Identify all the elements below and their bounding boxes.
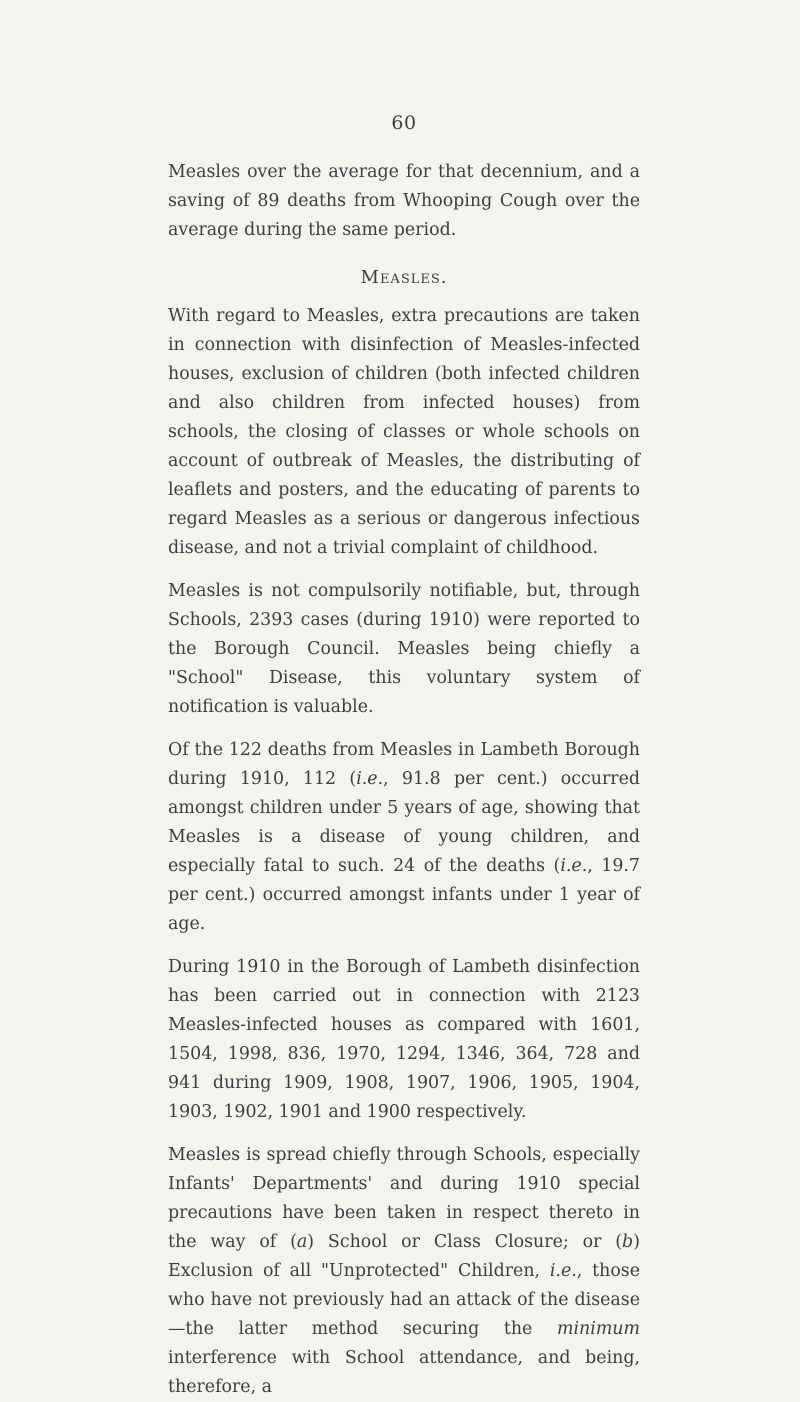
paragraph-disinfection: During 1910 in the Borough of Lambeth disinfection has been carried out in connection with 2123 Measles-infected houses as compared with 1601, 1504, 1998, 836, 1970, 1294, 1346, 364, 728 and 941 during 1909, 1908, 1907, 1906, 1905, 1904, 1903, 1902, 1901 and 1900 respectively. — [168, 957, 640, 1122]
word-minimum: minimum — [557, 1319, 640, 1339]
paragraph-schools-part-c: ) Exclusion of all "Unprotected" Children, — [168, 1232, 640, 1281]
paragraph-deaths-part-a: Of the 122 deaths from Measles in Lambeth Borough during 1910, 112 ( — [168, 740, 640, 789]
abbrev-ie-3: i.e. — [549, 1261, 577, 1281]
letter-a: a — [296, 1232, 308, 1252]
paragraph-schools — [168, 1141, 640, 1402]
paragraph-schools-part-e: interference with School attendance, and being, therefore, a — [168, 1348, 640, 1397]
abbrev-ie-2: i.e. — [560, 856, 588, 876]
letter-b: b — [622, 1232, 634, 1252]
paragraph-continuation: Measles over the average for that decennium, and a saving of 89 deaths from Whooping Cough over the average during the same period. — [168, 162, 640, 240]
document-page — [168, 112, 640, 1402]
abbrev-ie-1: i.e. — [356, 769, 384, 789]
page-number: 60 — [391, 112, 417, 134]
paragraph-deaths — [168, 736, 640, 939]
paragraph-deaths-part-c: , 19.7 per cent.) occurred amongst infants under 1 year of age. — [168, 856, 640, 934]
paragraph-schools-part-d: , those who have not previously had an attack of the disease—the latter method securing the — [168, 1261, 641, 1339]
paragraph-notification: Measles is not compulsorily notifiable, but, through Schools, 2393 cases (during 1910) were reported to the Borough Council. Measles being chiefly a "School" Disease, this voluntary system of notification is valuable. — [168, 581, 640, 717]
paragraph-schools-part-b: ) School or Class Closure; or ( — [307, 1232, 623, 1252]
paragraph-schools-part-a: Measles is spread chiefly through Schools, especially Infants' Departments' and during 1910 special precautions have been taken in respect thereto in the way of ( — [168, 1145, 640, 1252]
section-heading: Measles. — [360, 267, 448, 288]
paragraph-precautions: With regard to Measles, extra precautions are taken in connection with disinfection of Measles-infected houses, exclusion of children (both infected children and also children from infected houses) from schools, the closing of classes or whole schools on account of outbreak of Measles, the distributing of leaflets and posters, and the educating of parents to regard Measles as a serious or dangerous infectious disease, and not a trivial complaint of childhood. — [168, 306, 640, 558]
paragraph-deaths-part-b: , 91.8 per cent.) occurred amongst children under 5 years of age, showing that Measles is a disease of young children, and especially fatal to such. 24 of the deaths ( — [168, 769, 640, 876]
